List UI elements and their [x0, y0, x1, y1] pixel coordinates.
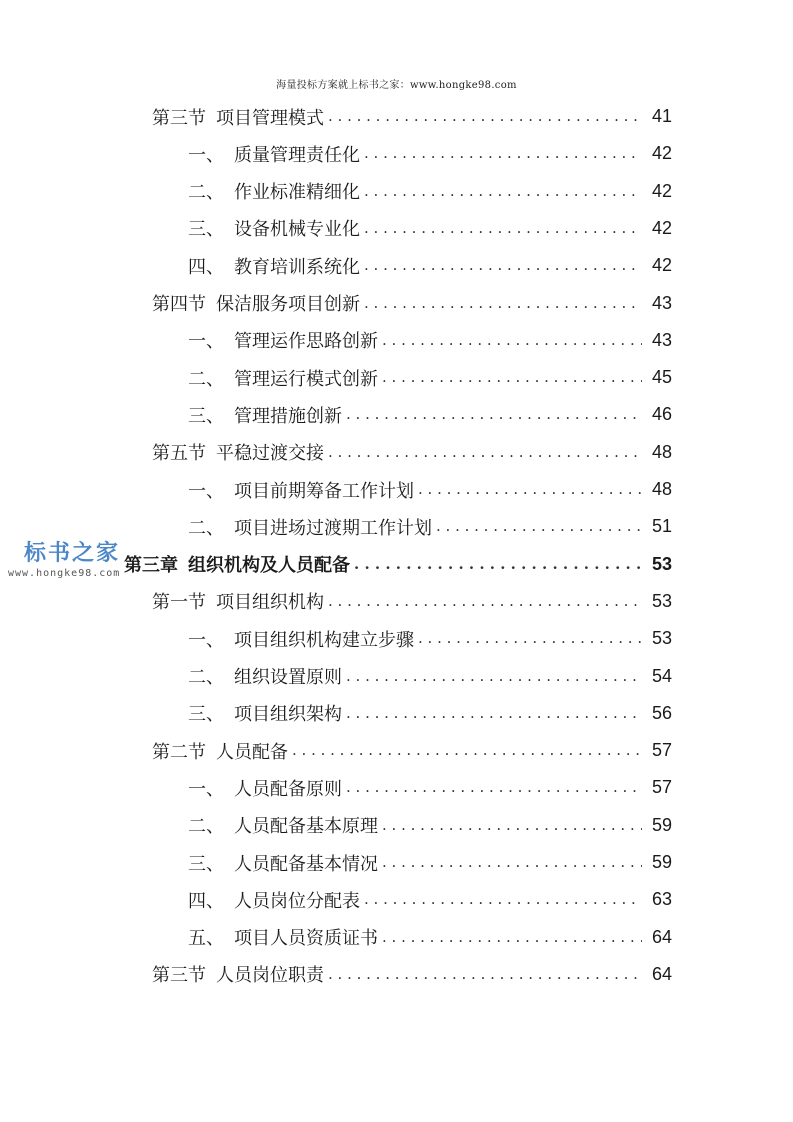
- toc-entry-label: [188, 812, 382, 838]
- toc-entry-label: [188, 253, 364, 279]
- toc-page-number: 43: [651, 329, 672, 350]
- toc-entry-number: 一、: [188, 778, 224, 800]
- toc-section-entry[interactable]: [152, 956, 672, 993]
- toc-entry-number: 二、: [188, 182, 224, 204]
- toc-dot-leader: [346, 780, 642, 795]
- watermark-logo: 标书之家: [24, 541, 121, 566]
- toc-dot-leader: [346, 706, 642, 721]
- toc-entry-title: 质量管理责任化: [234, 144, 360, 166]
- toc-entry-label: [188, 924, 382, 950]
- toc-entry-number: 第五节: [152, 443, 206, 465]
- toc-entry-label: [188, 775, 346, 801]
- toc-entry-title: 人员岗位职责: [216, 965, 324, 987]
- toc-dot-leader: [346, 407, 642, 422]
- toc-dot-leader: [382, 333, 642, 348]
- toc-dot-leader: [382, 855, 642, 870]
- toc-subsection-entry[interactable]: [188, 658, 672, 695]
- toc-page-number: 64: [651, 926, 672, 947]
- toc-page-number: 48: [651, 441, 672, 462]
- toc-entry-number: 第三章: [124, 555, 178, 577]
- toc-entry-title: 人员配备: [216, 741, 288, 763]
- toc-entry-number: 第二节: [152, 741, 206, 763]
- toc-subsection-entry[interactable]: [188, 881, 672, 918]
- toc-page-number: 57: [651, 740, 672, 761]
- toc-dot-leader: [418, 482, 642, 497]
- toc-dot-leader: [364, 146, 642, 161]
- toc-entry-title: 保洁服务项目创新: [216, 294, 360, 315]
- toc-entry-label: [188, 514, 436, 540]
- toc-entry-number: 四、: [188, 890, 224, 912]
- toc-entry-title: 管理运行模式创新: [234, 368, 378, 390]
- toc-dot-leader: [328, 109, 642, 124]
- toc-dot-leader: [328, 594, 642, 609]
- toc-dot-leader: [328, 445, 642, 460]
- toc-entry-number: 一、: [188, 629, 224, 651]
- toc-entry-title: 人员配备基本原理: [234, 816, 378, 838]
- toc-entry-title: 人员岗位分配表: [234, 890, 360, 912]
- toc-page-number: 43: [651, 292, 672, 313]
- toc-page-number: 42: [651, 255, 672, 276]
- toc-entry-number: 第一节: [152, 592, 206, 614]
- toc-entry-label: [188, 700, 346, 726]
- toc-entry-title: 项目组织机构建立步骤: [234, 629, 414, 651]
- toc-entry-number: 第三节: [152, 965, 206, 987]
- toc-page-number: 51: [651, 516, 672, 537]
- toc-dot-leader: [382, 930, 642, 945]
- toc-entry-title: 人员配备原则: [234, 778, 342, 800]
- toc-subsection-entry[interactable]: [188, 695, 672, 732]
- toc-entry-label: [188, 141, 364, 167]
- toc-entry-number: 三、: [188, 405, 224, 427]
- toc-entry-title: 设备机械专业化: [234, 219, 360, 241]
- toc-entry-title: 项目管理模式: [216, 107, 324, 129]
- toc-subsection-entry[interactable]: [188, 769, 672, 806]
- toc-page-number: 46: [651, 404, 672, 425]
- toc-page-number: 53: [651, 553, 672, 574]
- toc-subsection-entry[interactable]: [188, 173, 672, 210]
- toc-page-number: 42: [651, 143, 672, 164]
- toc-page-number: 59: [651, 852, 672, 872]
- toc-page-number: 54: [651, 665, 672, 686]
- toc-chapter-entry[interactable]: [124, 546, 672, 583]
- toc-dot-leader: [354, 557, 642, 572]
- toc-entry-label: [188, 178, 364, 204]
- toc-dot-leader: [382, 370, 642, 385]
- toc-page-number: 48: [651, 479, 672, 499]
- toc-subsection-entry[interactable]: [188, 135, 672, 172]
- watermark: [8, 536, 138, 579]
- toc-subsection-entry[interactable]: [188, 396, 672, 433]
- toc-page-number: 63: [651, 889, 672, 910]
- toc-entry-label: [188, 215, 364, 241]
- toc-entry-title: 项目组织机构: [216, 592, 324, 614]
- toc-subsection-entry[interactable]: [188, 210, 672, 247]
- toc-entry-title: 作业标准精细化: [234, 182, 360, 204]
- toc-entry-number: 二、: [188, 816, 224, 838]
- toc-section-entry[interactable]: [152, 732, 672, 769]
- toc-section-entry[interactable]: [152, 285, 672, 322]
- page-header: 海量投标方案就上标书之家：www.hongke98.com: [276, 80, 517, 91]
- toc-page-number: 57: [651, 777, 672, 798]
- toc-entry-number: 第四节: [152, 294, 206, 315]
- toc-entry-label: [152, 290, 364, 316]
- toc-entry-label: [188, 365, 382, 391]
- toc-entry-number: 二、: [188, 368, 224, 390]
- toc-entry-label: [188, 850, 382, 876]
- toc-page-number: 41: [651, 106, 672, 126]
- toc-page-number: 45: [651, 367, 672, 388]
- toc-page-number: 53: [651, 590, 672, 611]
- toc-page-number: 64: [651, 963, 672, 984]
- toc-entry-title: 教育培训系统化: [234, 256, 360, 278]
- toc-entry-label: [152, 588, 328, 614]
- toc-entry-label: [152, 439, 328, 465]
- toc-page-number: 42: [651, 180, 672, 201]
- toc-entry-number: 三、: [188, 853, 224, 875]
- toc-section-entry[interactable]: [152, 434, 672, 471]
- toc-dot-leader: [382, 818, 642, 833]
- toc-entry-title: 组织设置原则: [234, 667, 342, 688]
- toc-entry-label: [188, 402, 346, 428]
- toc-entry-number: 三、: [188, 704, 224, 726]
- toc-page-number: 53: [651, 628, 672, 649]
- toc-section-entry[interactable]: [152, 98, 672, 135]
- toc-subsection-entry[interactable]: [188, 359, 672, 396]
- toc-subsection-entry[interactable]: [188, 471, 672, 508]
- watermark-url: www.hongke98.com: [8, 568, 121, 579]
- toc-entry-label: [152, 104, 328, 130]
- toc-entry-label: [188, 887, 364, 913]
- toc-entry-title: 平稳过渡交接: [216, 443, 324, 465]
- toc-entry-title: 管理措施创新: [234, 405, 342, 427]
- toc-entry-title: 项目进场过渡期工作计划: [234, 517, 432, 539]
- toc-dot-leader: [364, 221, 642, 236]
- toc-entry-number: 一、: [188, 144, 224, 166]
- toc-entry-number: 一、: [188, 480, 224, 502]
- toc-entry-label: [152, 961, 328, 987]
- toc-entry-label: [188, 626, 418, 652]
- toc-page-number: 42: [651, 217, 672, 238]
- toc-dot-leader: [364, 892, 642, 907]
- toc-entry-title: 项目组织架构: [234, 704, 342, 726]
- toc-entry-number: 一、: [188, 331, 224, 353]
- toc-subsection-entry[interactable]: [188, 919, 672, 956]
- toc-dot-leader: [346, 669, 642, 684]
- toc-dot-leader: [436, 519, 642, 534]
- toc-subsection-entry[interactable]: [188, 247, 672, 284]
- toc-entry-number: 五、: [188, 928, 224, 950]
- toc-page-number: 56: [651, 702, 672, 723]
- toc-dot-leader: [364, 296, 642, 311]
- toc-dot-leader: [418, 631, 642, 646]
- toc-subsection-entry[interactable]: [188, 844, 672, 881]
- toc-entry-label: [152, 738, 292, 764]
- toc-entry-title: 人员配备基本情况: [234, 853, 378, 875]
- toc-entry-label: [188, 477, 418, 503]
- toc-entry-number: 四、: [188, 256, 224, 278]
- toc-entry-title: 项目前期筹备工作计划: [234, 480, 414, 502]
- toc-dot-leader: [364, 184, 642, 199]
- toc-subsection-entry[interactable]: [188, 322, 672, 359]
- toc-subsection-entry[interactable]: [188, 508, 672, 545]
- toc-entry-number: 二、: [188, 667, 224, 688]
- toc-entry-number: 二、: [188, 517, 224, 539]
- toc-entry-label: [124, 551, 354, 577]
- toc-dot-leader: [328, 967, 642, 982]
- toc-page-number: 59: [651, 814, 672, 835]
- toc-dot-leader: [292, 743, 642, 758]
- toc-subsection-entry[interactable]: [188, 620, 672, 657]
- toc-entry-label: [188, 327, 382, 353]
- toc-dot-leader: [364, 258, 642, 273]
- toc-subsection-entry[interactable]: [188, 807, 672, 844]
- toc-entry-title: 项目人员资质证书: [234, 928, 378, 950]
- toc-entry-title: 管理运作思路创新: [234, 331, 378, 353]
- toc-entry-title: 组织机构及人员配备: [188, 555, 350, 577]
- toc-entry-label: [188, 663, 346, 689]
- toc-entry-number: 第三节: [152, 107, 206, 129]
- toc-entry-number: 三、: [188, 219, 224, 241]
- toc-section-entry[interactable]: [152, 583, 672, 620]
